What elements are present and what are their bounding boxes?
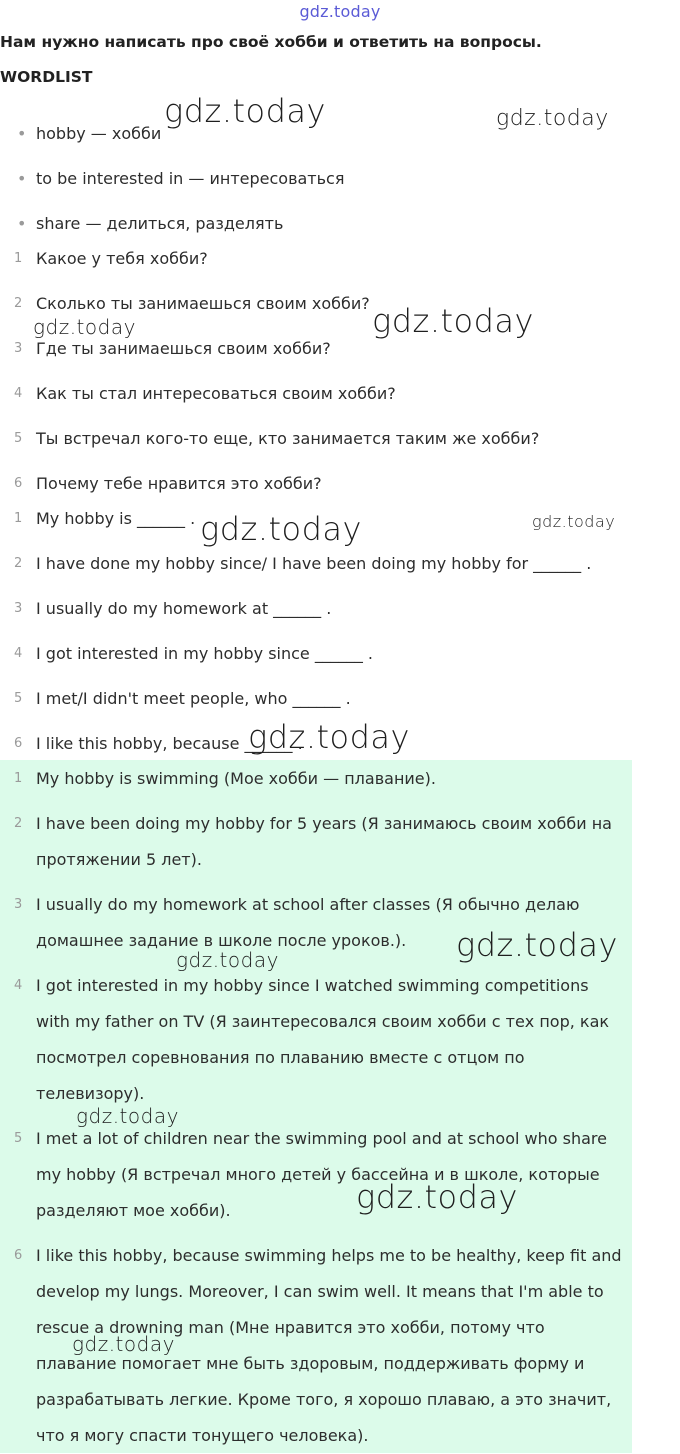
bullet-marker: • [17, 169, 27, 188]
question-text: Какое у тебя хобби? [36, 249, 208, 268]
answer-line: I usually do my homework at school after classes (Я обычно делаю [36, 895, 580, 914]
watermark: gdz.today [200, 510, 362, 548]
item-number: 2 [14, 296, 23, 311]
watermark: gdz.today [76, 1104, 179, 1128]
template-text: I usually do my homework at ______ . [36, 599, 332, 618]
answer-line: протяжении 5 лет). [36, 850, 202, 869]
item-number: 4 [14, 386, 23, 401]
wordlist-text: share — делиться, разделять [36, 214, 284, 233]
watermark: gdz.today [456, 926, 618, 964]
wordlist-text: hobby — хобби [36, 124, 162, 143]
answer-line: my hobby (Я встречал много детей у бассейна и в школе, которые [36, 1165, 600, 1184]
template-text: I like this hobby, because ______ . [36, 734, 303, 753]
answer-line: разрабатывать легкие. Кроме того, я хорошо плаваю, а это значит, [36, 1390, 612, 1409]
watermark: gdz.today [532, 512, 616, 531]
task-heading: Нам нужно написать про своё хобби и ответить на вопросы. [0, 33, 542, 51]
answer-line: I met a lot of children near the swimming pool and at school who share [36, 1129, 607, 1148]
answer-line: My hobby is swimming (Мое хобби — плавание). [36, 769, 436, 788]
item-number: 4 [14, 646, 23, 661]
item-number: 6 [14, 736, 23, 751]
template-text: My hobby is ______ . [36, 509, 196, 528]
bullet-marker: • [17, 214, 27, 233]
answer-line: что я могу спасти тонущего человека). [36, 1426, 369, 1445]
watermark: gdz.today [72, 1332, 175, 1356]
item-number: 2 [14, 816, 23, 831]
question-text: Где ты занимаешься своим хобби? [36, 339, 331, 358]
answer-line: I got interested in my hobby since I watched swimming competitions [36, 976, 589, 995]
item-number: 6 [14, 476, 23, 491]
answer-line: rescue a drowning man (Мне нравится это хобби, потому что [36, 1318, 545, 1337]
item-number: 3 [14, 601, 23, 616]
item-number: 6 [14, 1248, 23, 1263]
item-number: 1 [14, 251, 23, 266]
template-text: I have done my hobby since/ I have been doing my hobby for ______ . [36, 554, 592, 573]
watermark: gdz.today [248, 718, 410, 756]
answer-line: посмотрел соревнования по плаванию вместе с отцом по [36, 1048, 525, 1067]
item-number: 3 [14, 341, 23, 356]
answer-line: плавание помогает мне быть здоровым, поддерживать форму и [36, 1354, 585, 1373]
answer-text [36, 968, 632, 1112]
item-number: 5 [14, 691, 23, 706]
answer-line: разделяют мое хобби). [36, 1201, 231, 1220]
watermark: gdz.today [496, 106, 609, 131]
answer-text [36, 806, 632, 878]
template-text: I met/I didn't meet people, who ______ . [36, 689, 351, 708]
answer-line: домашнее задание в школе после уроков.). [36, 931, 407, 950]
question-text: Ты встречал кого-то еще, кто занимается таким же хобби? [36, 429, 540, 448]
wordlist-title: WORDLIST [0, 68, 93, 86]
question-text: Сколько ты занимаешься своим хобби? [36, 294, 370, 313]
answer-line: with my father on TV (Я заинтересовался своим хобби с тех пор, как [36, 1012, 610, 1031]
item-number: 5 [14, 431, 23, 446]
item-number: 3 [14, 897, 23, 912]
item-number: 4 [14, 978, 23, 993]
answer-line: телевизору). [36, 1084, 145, 1103]
watermark: gdz.today [164, 92, 326, 130]
site-label[interactable]: gdz.today [299, 2, 381, 21]
question-text: Как ты стал интересоваться своим хобби? [36, 384, 396, 403]
item-number: 1 [14, 511, 23, 526]
answer-line: I have been doing my hobby for 5 years (Я занимаюсь своим хобби на [36, 814, 612, 833]
watermark: gdz.today [176, 948, 279, 972]
watermark: gdz.today [33, 315, 136, 339]
wordlist-text: to be interested in — интересоваться [36, 169, 345, 188]
answer-text [36, 1121, 632, 1229]
item-number: 1 [14, 771, 23, 786]
question-text: Почему тебе нравится это хобби? [36, 474, 322, 493]
item-number: 5 [14, 1131, 23, 1146]
answer-line: I like this hobby, because swimming helps me to be healthy, keep fit and [36, 1246, 622, 1265]
template-text: I got interested in my hobby since ______ . [36, 644, 374, 663]
answer-text [36, 761, 632, 797]
item-number: 2 [14, 556, 23, 571]
answer-line: develop my lungs. Moreover, I can swim well. It means that I'm able to [36, 1282, 604, 1301]
watermark: gdz.today [356, 1178, 518, 1216]
bullet-marker: • [17, 124, 27, 143]
watermark: gdz.today [372, 302, 534, 340]
